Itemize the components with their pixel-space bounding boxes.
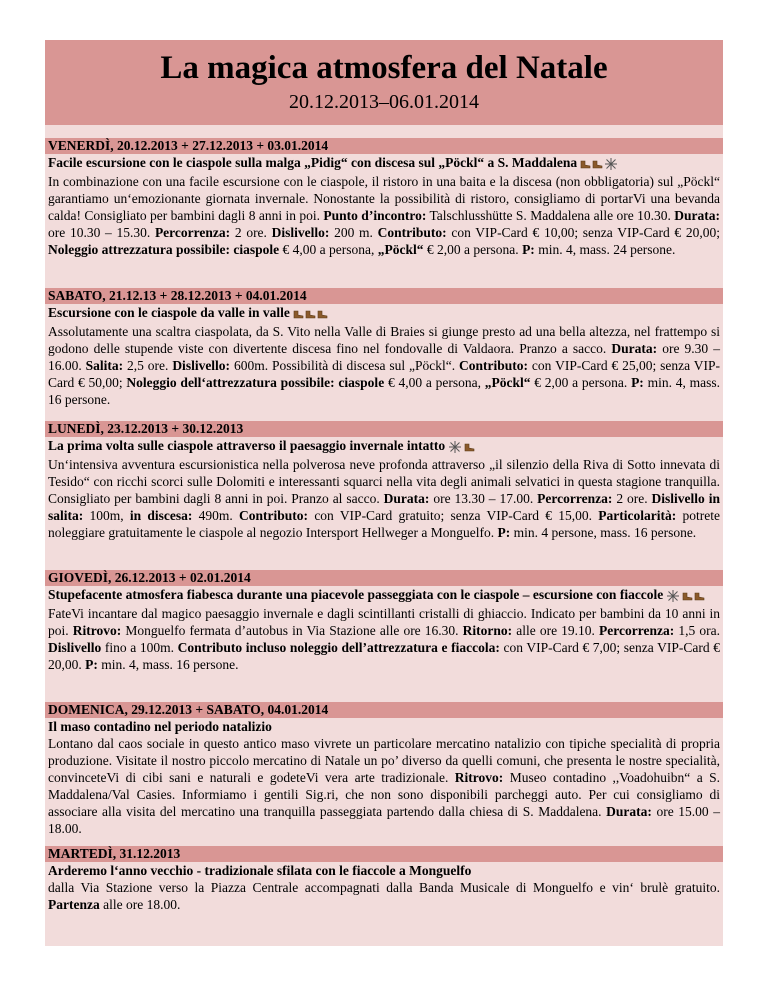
snowflake-icon [666,589,680,603]
difficulty-icons [293,306,329,323]
header-banner [45,40,723,125]
event-section-3 [45,421,723,541]
event-section-6 [45,846,723,913]
event-title: Arderemo l‘anno vecchio - tradizionale sfilata con le fiaccole a Monguelfo [48,863,472,878]
event-section-5 [45,702,723,837]
date-range: 20.12.2013–06.01.2014 [289,91,479,113]
event-title: Il maso contadino nel periodo natalizio [48,719,272,734]
snowshoe-boot-icon [682,592,693,601]
event-day: GIOVEDÌ, 26.12.2013 + 02.01.2014 [45,570,723,586]
snowflake-icon [448,440,462,454]
event-day: DOMENICA, 29.12.2013 + SABATO, 04.01.2014 [45,702,723,718]
snowshoe-boot-icon [592,160,603,169]
event-title: Escursione con le ciaspole da valle in valle [45,304,723,323]
event-description: FateVi incantare dal magico paesaggio invernale e dagli scintillanti cristalli di ghiaccio. Indicato per bambini da 10 anni in poi. Ritrovo: Monguelfo fermata d’autobus in Via Stazione alle ore 16.30. Ritorno: alle ore 19.10. Percorrenza: 1,5 ora. Dislivello fino a 100m. Contributo incluso noleggio dell’attrezzatura e fiaccola: con VIP-Card € 7,00; senza VIP-Card € 20,00. P: min. 4, mass. 16 persone. [48,606,720,672]
event-section-1 [45,138,723,258]
event-title: La prima volta sulle ciaspole attraverso il paesaggio invernale intatto [45,437,723,456]
snowshoe-boot-icon [317,310,328,319]
snowshoe-boot-icon [464,443,475,452]
snowshoe-boot-icon [293,310,304,319]
event-day: VENERDÌ, 20.12.2013 + 27.12.2013 + 03.01.2014 [45,138,723,154]
event-day: SABATO, 21.12.13 + 28.12.2013 + 04.01.2014 [45,288,723,304]
event-section-2 [45,288,723,408]
difficulty-icons [448,439,476,456]
event-title: Stupefacente atmosfera fiabesca durante una piacevole passeggiata con le ciaspole – escursione con fiaccole [45,586,723,605]
page-title: La magica atmosfera del Natale [160,50,608,86]
event-day: MARTEDÌ, 31.12.2013 [45,846,723,862]
event-title: Facile escursione con le ciaspole sulla malga „Pidig“ con discesa sul „Pöckl“ a S. Maddalena [45,154,723,173]
event-description: dalla Via Stazione verso la Piazza Centrale accompagnati dalla Banda Musicale di Monguelfo e vin‘ brulè gratuito. Partenza alle ore 18.00. [48,880,720,912]
snowshoe-boot-icon [305,310,316,319]
snowshoe-boot-icon [580,160,591,169]
event-description: Assolutamente una scaltra ciaspolata, da S. Vito nella Valle di Braies si giunge presto ad una bella altezza, nel frattempo si godono delle stupende viste con divertente discesa fino nel fondovalle di Valdaora. Pranzo a sacco. Durata: ore 9.30 – 16.00. Salita: 2,5 ore. Dislivello: 600m. Possibilità di discesa sul „Pöckl“. Contributo: con VIP-Card € 25,00; senza VIP-Card € 50,00; Noleggio dell‘attrezzatura possibile: ciaspole € 4,00 a persona, „Pöckl“ € 2,00 a persona. P: min. 4, mass. 16 persone. [48,324,720,407]
difficulty-icons [580,156,620,173]
difficulty-icons [666,588,706,605]
event-section-4 [45,570,723,673]
event-description: Un‘intensiva avventura escursionistica nella polverosa neve profonda attraverso „il silenzio della Riva di Sotto innevata di Tesido“ con ricchi scorci sulle Dolomiti e interessanti squarci nella vita degli animali selvatici in questa stagione tranquilla. Consigliato per bambini dagli 8 anni in poi. Pranzo al sacco. Durata: ore 13.30 – 17.00. Percorrenza: 2 ore. Dislivello in salita: 100m, in discesa: 490m. Contributo: con VIP-Card gratuito; senza VIP-Card € 15,00. Particolarità: potrete noleggiare gratuitamente le ciaspole al negozio Intersport Hellweger a Monguelfo. P: min. 4 persone, mass. 16 persone. [48,457,720,540]
event-day: LUNEDÌ, 23.12.2013 + 30.12.2013 [45,421,723,437]
event-description: In combinazione con una facile escursione con le ciaspole, il ristoro in una baita e la discesa (non obbligatoria) sul „Pöckl“ garantiamo un‘emozionante giornata invernale. Nonostante la possibilità di ristoro, consigliamo di portarVi una bevanda calda! Consigliato per bambini dagli 8 anni in poi. Punto d’incontro: Talschlusshütte S. Maddalena alle ore 10.30. Durata: ore 10.30 – 15.30. Percorrenza: 2 ore. Dislivello: 200 m. Contributo: con VIP-Card € 10,00; senza VIP-Card € 20,00; Noleggio attrezzatura possibile: ciaspole € 4,00 a persona, „Pöckl“ € 2,00 a persona. P: min. 4, mass. 24 persone. [48,174,720,257]
snowshoe-boot-icon [694,592,705,601]
event-description: Lontano dal caos sociale in questo antico maso vivrete un particolare mercatino natalizio con tipiche specialità di propria produzione. Visitate il nostro piccolo mercatino di Natale un po’ diverso da quelli comuni, che presenta le nostre specialità, convinceteVi di cibi sani e naturali e godeteVi vera arte tradizionale. Ritrovo: Museo contadino ,,Voadohuibn“ a S. Maddalena/Val Casies. Informiamo i gentili Sig.ri, che non sono disponibili parcheggi auto. Per cui consigliamo di associare alla visita del mercatino una tranquilla passeggiata partendo dalla chiesa di S. Maddalena. Durata: ore 15.00 – 18.00. [48,736,720,836]
document-page [45,40,723,946]
snowflake-icon [604,157,618,171]
